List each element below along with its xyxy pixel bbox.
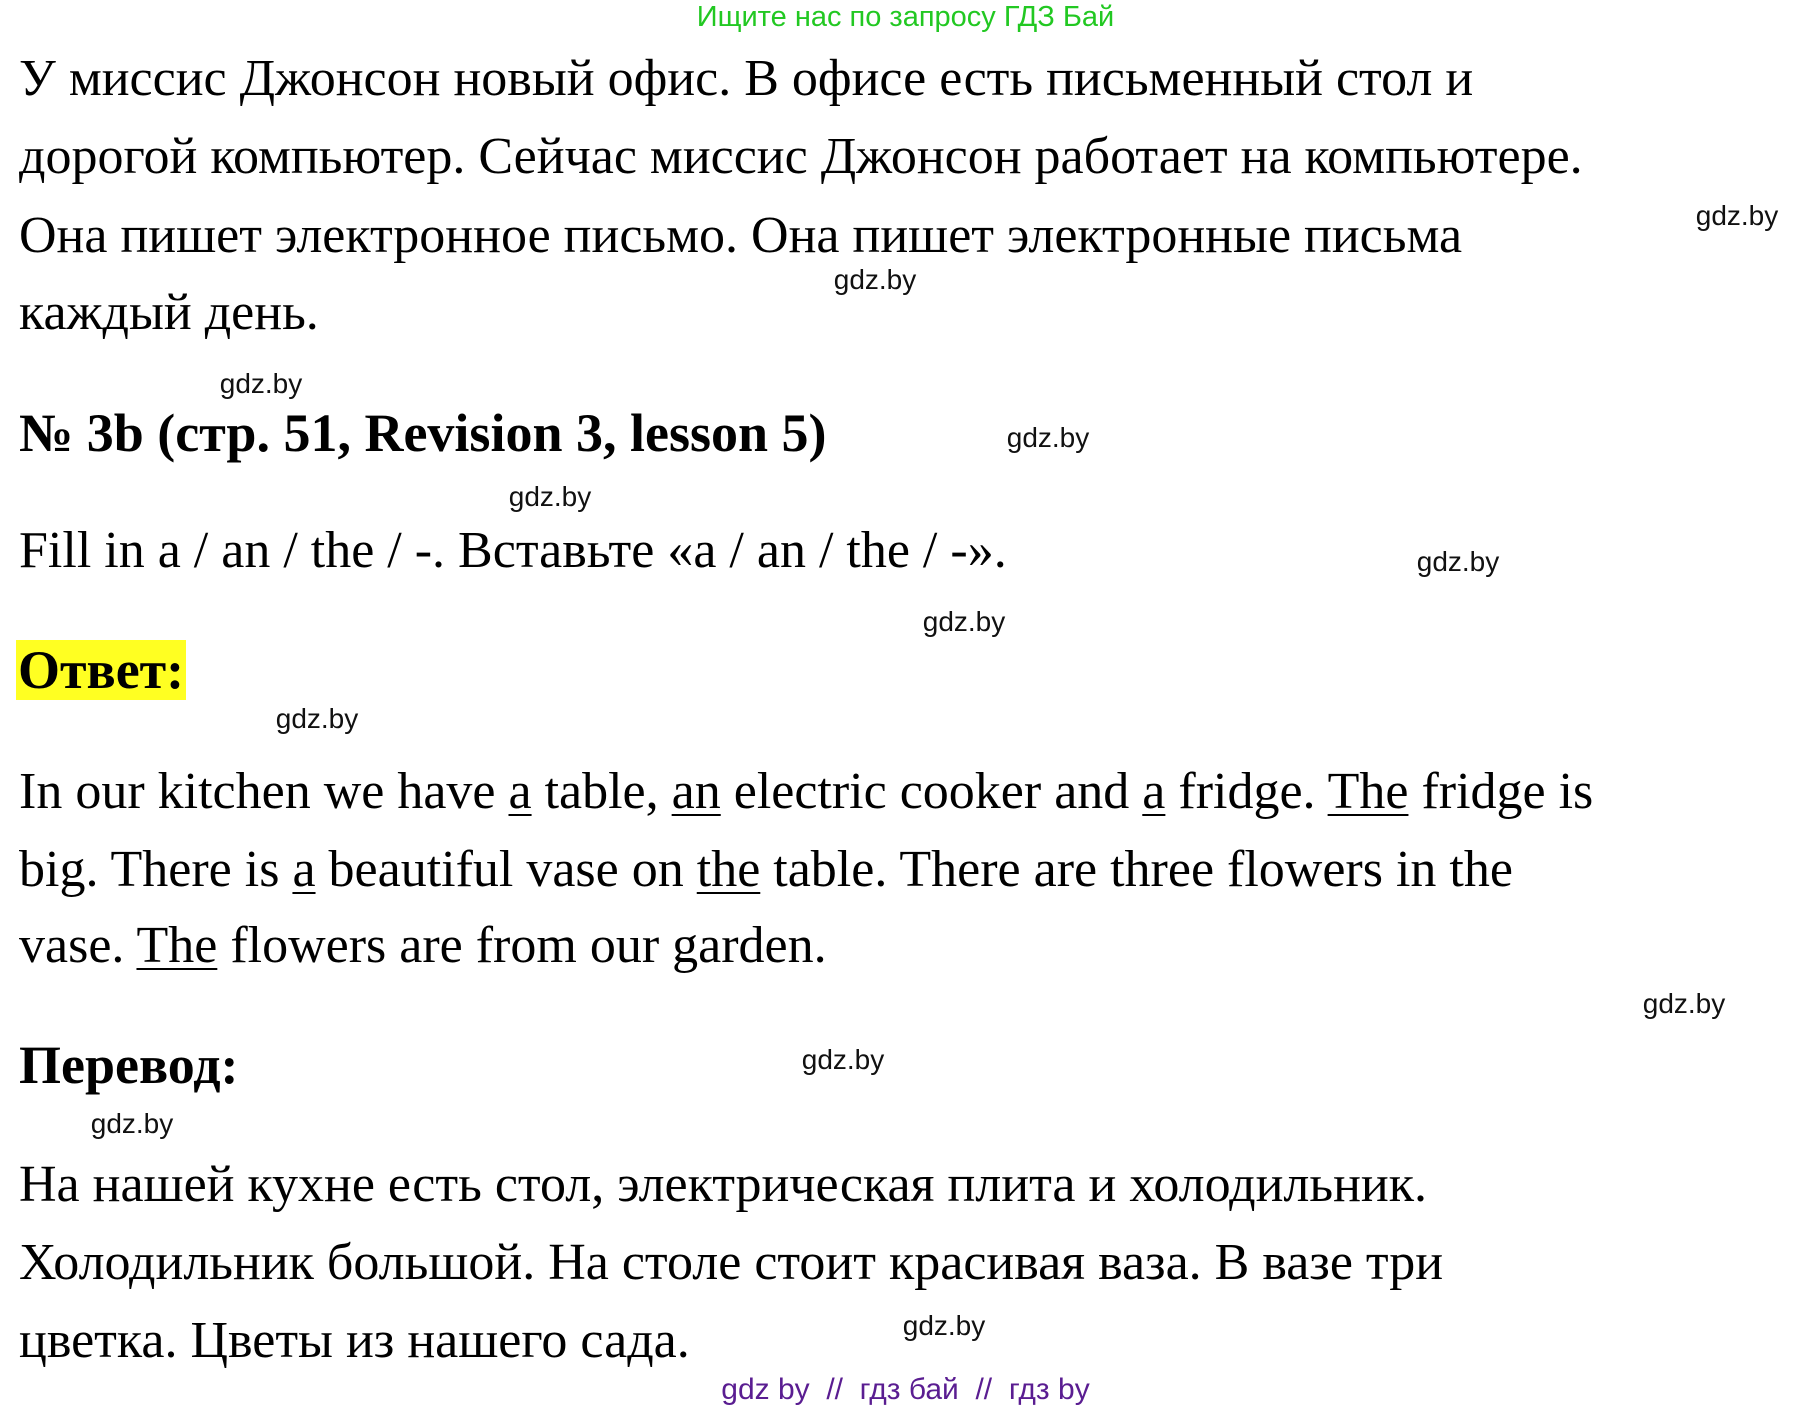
translation-label: Перевод: — [19, 1035, 239, 1095]
answer-label — [16, 640, 186, 700]
text: fridge. — [1165, 763, 1328, 820]
text: table. There are three flowers in the — [760, 841, 1513, 898]
watermark: gdz.by — [1416, 546, 1500, 577]
text: vase. — [19, 917, 137, 974]
watermark: gdz.by — [1695, 200, 1779, 231]
watermark: gdz.by — [801, 1044, 885, 1075]
translation-line: Холодильник большой. На столе стоит красивая ваза. В вазе три — [19, 1234, 1444, 1291]
watermark: gdz.by — [508, 481, 592, 512]
watermark: gdz.by — [902, 1310, 986, 1341]
translation-line: цветка. Цветы из нашего сада. — [19, 1312, 690, 1369]
text: In our kitchen we have — [19, 763, 509, 820]
article: the — [696, 841, 761, 898]
article: a — [508, 763, 532, 820]
intro-line: дорогой компьютер. Сейчас миссис Джонсон работает на компьютере. — [19, 128, 1583, 185]
translation-line: На нашей кухне есть стол, электрическая плита и холодильник. — [19, 1156, 1427, 1213]
answer-line — [19, 762, 1593, 822]
article: The — [136, 917, 218, 974]
text: flowers are from our garden. — [217, 917, 827, 974]
article: The — [1327, 763, 1409, 820]
intro-line: каждый день. — [19, 284, 319, 341]
search-hint-header: Ищите нас по запросу ГДЗ Бай — [696, 1, 1115, 33]
footer-links: gdz by // гдз бай // гдз by — [721, 1373, 1090, 1406]
watermark: gdz.by — [922, 606, 1006, 637]
answer-label-text: Ответ: — [18, 640, 185, 700]
text: beautiful vase on — [315, 841, 697, 898]
answer-line — [19, 916, 827, 976]
text: big. There is — [19, 841, 293, 898]
watermark: gdz.by — [833, 264, 917, 295]
article: an — [671, 763, 721, 820]
watermark: gdz.by — [275, 703, 359, 734]
answer-line — [19, 840, 1513, 900]
watermark: gdz.by — [1006, 422, 1090, 453]
watermark: gdz.by — [1642, 988, 1726, 1019]
text: table, — [531, 763, 672, 820]
intro-line: Она пишет электронное письмо. Она пишет электронные письма — [19, 207, 1463, 264]
watermark: gdz.by — [219, 368, 303, 399]
article: a — [1142, 763, 1166, 820]
text: fridge is — [1408, 763, 1594, 820]
text: electric cooker and — [720, 763, 1143, 820]
watermark: gdz.by — [90, 1108, 174, 1139]
intro-line: У миссис Джонсон новый офис. В офисе есть письменный стол и — [19, 50, 1474, 107]
task-heading: № 3b (стр. 51, Revision 3, lesson 5) — [19, 403, 827, 463]
article: a — [292, 841, 316, 898]
task-instruction: Fill in a / an / the / -. Вставьте «a / an / the / -». — [19, 522, 1007, 579]
